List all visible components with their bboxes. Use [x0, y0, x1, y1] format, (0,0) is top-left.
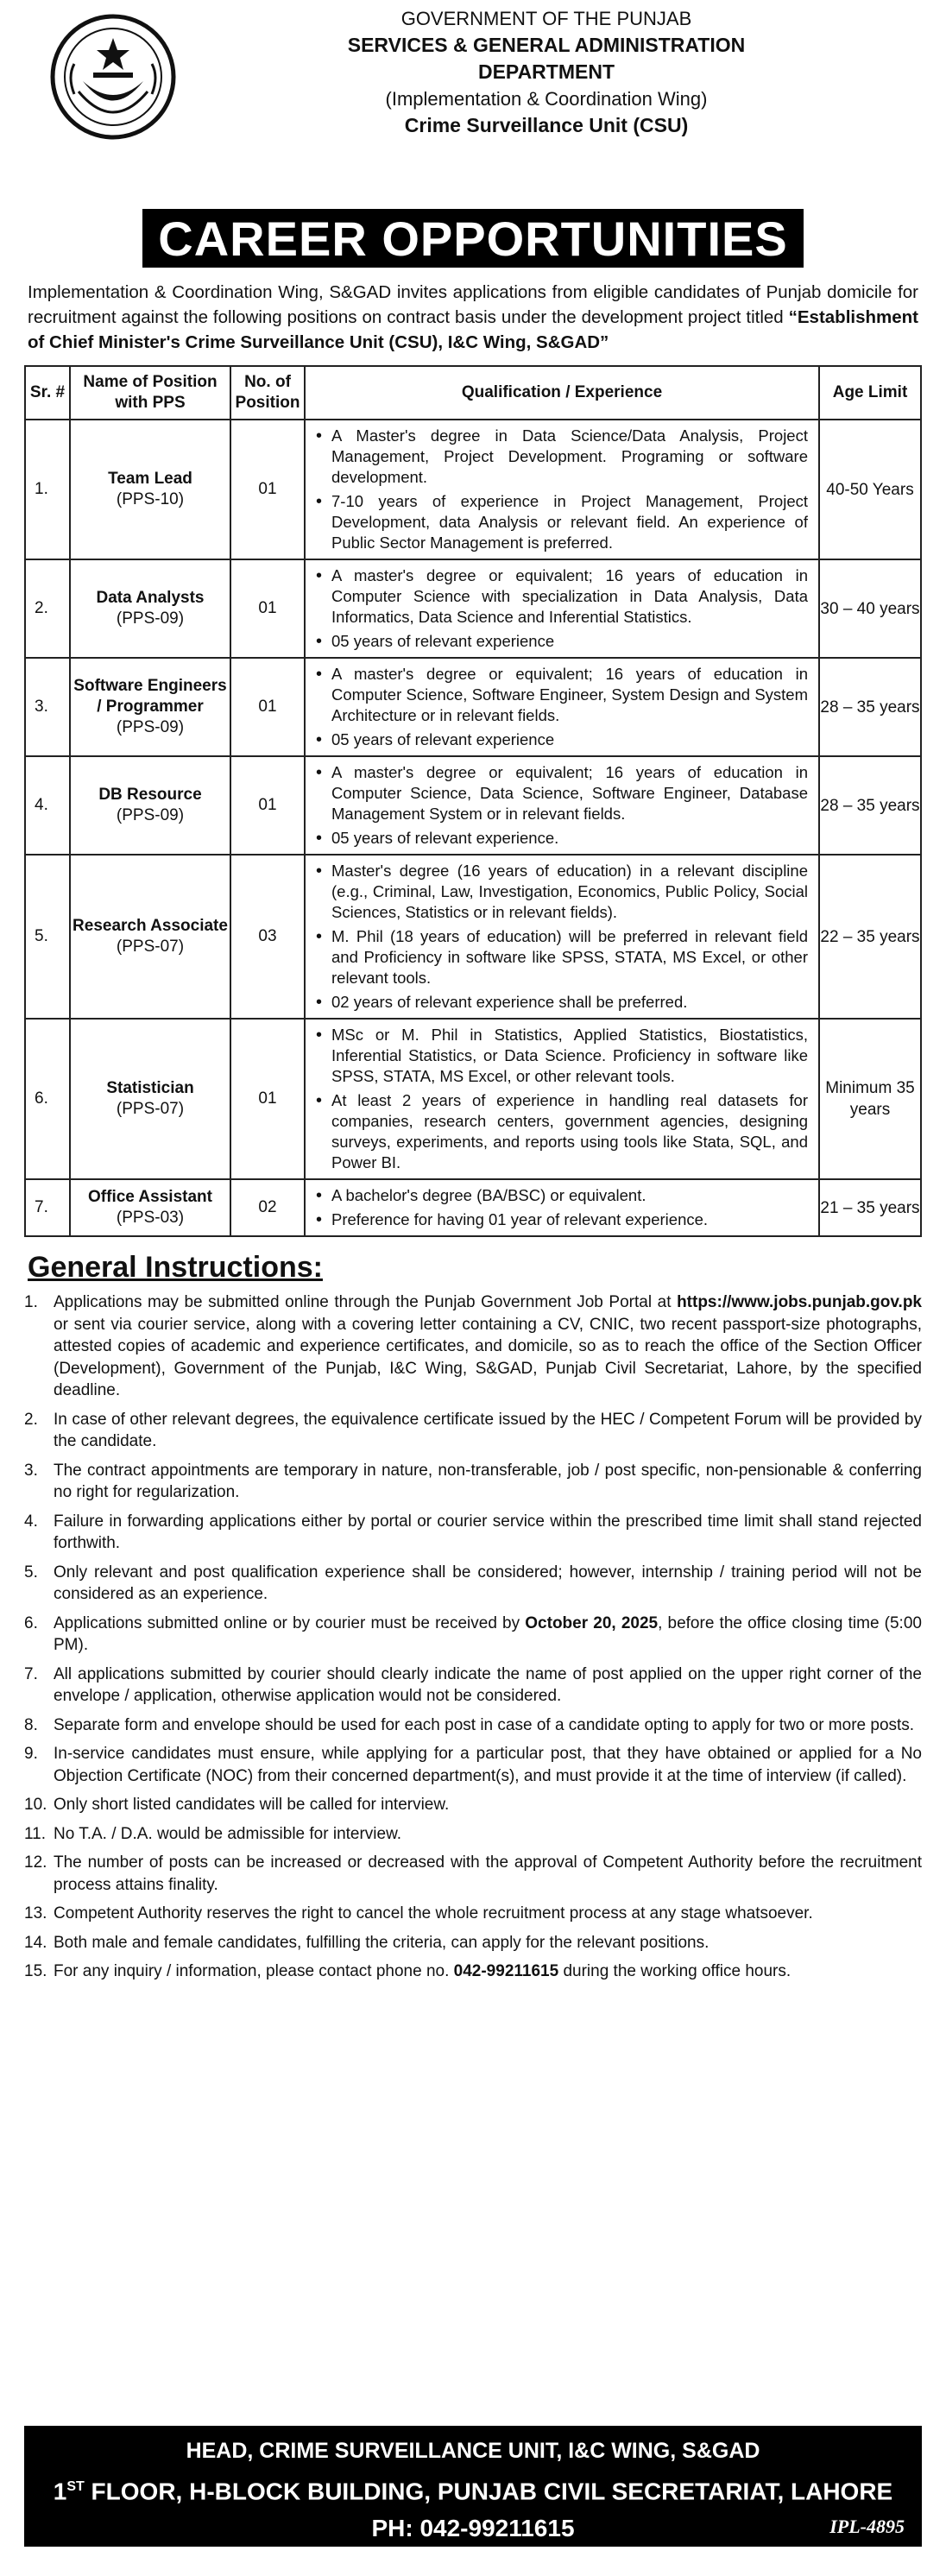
banner-wrap [24, 209, 922, 268]
qualification-item: • A Master's degree in Data Science/Data Analysis, Project Management, Project Development. Programing or software development. [314, 426, 808, 488]
table-body [25, 420, 921, 1236]
instruction-text: In case of other relevant degrees, the equivalence certificate issued by the HEC / Competent Forum will be provided by the candidate. [54, 1410, 922, 1450]
row-count: 02 [230, 1179, 305, 1236]
qualification-item: • A master's degree or equivalent; 16 years of education in Computer Science, Software Engineer, System Design and System Architecture or in relevant fields. [314, 664, 808, 726]
instruction-emphasis: 042-99211615 [453, 1962, 559, 1980]
row-sr: 6. [25, 1019, 70, 1179]
position-name: Team Lead [108, 470, 192, 488]
instruction-item [24, 1932, 922, 1954]
row-position [70, 420, 230, 559]
qualification-item: • At least 2 years of experience in handling real datasets for companies, research centers, government agencies, designing surveys, experiments, and reports using tools like Stata, SQL, and Power BI. [314, 1090, 808, 1173]
header-age: Age Limit [819, 366, 921, 420]
department-line-2: DEPARTMENT [477, 60, 615, 83]
instruction-text: Competent Authority reserves the right to cancel the whole recruitment process at any stage whatsoever. [54, 1904, 813, 1923]
positions-table [24, 365, 922, 1237]
row-age-limit: 28 – 35 years [819, 756, 921, 855]
header [24, 0, 922, 216]
instruction-number: 13. [24, 1904, 47, 1923]
instruction-item [24, 1460, 922, 1504]
instruction-text-after: or sent via courier service, along with a covering letter containing a CV, CNIC, two recent passport-size photographs, attested copies of academic and experience certificates, and domicile, so as to reach the office of the Section Officer (Development), Government of the Punjab, I&C Wing, S&GAD, Punjab Civil Secretariat, Lahore, by the specified deadline. [54, 1315, 922, 1399]
instruction-text: All applications submitted by courier should clearly indicate the name of post applied on the upper right corner of the envelope / application, otherwise application would not be considered. [54, 1664, 922, 1705]
instruction-text: The contract appointments are temporary in nature, non-transferable, job / post specific, non-pensionable & conferring no right for regularization. [54, 1461, 922, 1501]
position-pps: (PPS-09) [116, 609, 185, 628]
table-row [25, 420, 921, 559]
position-name: Statistician [106, 1079, 194, 1097]
instruction-text-after: , before the office closing time (5:00 PM). [54, 1613, 922, 1654]
project-title: “Establishment of Chief Minister's Crime Surveillance Unit (CSU), I&C Wing, S&GAD” [28, 307, 918, 352]
instruction-item [24, 1409, 922, 1453]
instruction-text: In-service candidates must ensure, while applying for a particular post, that they have obtained or applied for a No Objection Certificate (NOC) from their concerned department(s), and must provide it at the time of interview (if called). [54, 1745, 922, 1785]
instruction-text-after: during the working office hours. [558, 1962, 791, 1980]
instruction-item [24, 1511, 922, 1555]
qualification-item: • A bachelor's degree (BA/BSC) or equivalent. [314, 1185, 808, 1206]
row-count: 01 [230, 420, 305, 559]
row-age-limit: 28 – 35 years [819, 658, 921, 756]
row-count: 01 [230, 658, 305, 756]
instruction-number: 1. [24, 1293, 38, 1311]
position-name: DB Resource [98, 786, 202, 804]
row-position [70, 1179, 230, 1236]
table-row [25, 1019, 921, 1179]
qualification-list [314, 762, 808, 849]
table-header-row [25, 366, 921, 420]
ipl-code: IPL-4895 [829, 2516, 905, 2537]
table-row [25, 658, 921, 756]
row-sr: 3. [25, 658, 70, 756]
position-pps: (PPS-09) [116, 806, 185, 824]
government-line: GOVERNMENT OF THE PUNJAB [400, 8, 692, 29]
intro-text: Implementation & Coordination Wing, S&GAD invites applications from eligible candidates of Punjab domicile for recruitment against the following positions on contract basis under the development project titled [28, 282, 918, 327]
row-qualification [305, 559, 819, 658]
row-sr: 5. [25, 855, 70, 1019]
position-pps: (PPS-10) [116, 490, 185, 508]
instruction-text: Both male and female candidates, fulfilling the criteria, can apply for the relevant positions. [54, 1933, 710, 1952]
intro-paragraph [28, 280, 918, 355]
row-position [70, 658, 230, 756]
qualification-item: • Master's degree (16 years of education) in a relevant discipline (e.g., Criminal, Law, Investigation, Economics, Public Policy, Social Sciences, Statistics or in relevant fields). [314, 861, 808, 923]
footer-address [24, 2467, 922, 2511]
row-qualification [305, 420, 819, 559]
qualification-list [314, 664, 808, 750]
qualification-item: • 05 years of relevant experience [314, 729, 808, 750]
instruction-text: Applications may be submitted online through the Punjab Government Job Portal at [54, 1293, 678, 1311]
instruction-item [24, 1743, 922, 1787]
qualification-list [314, 426, 808, 553]
instruction-text: Separate form and envelope should be used for each post in case of a candidate opting to apply for two or more posts. [54, 1715, 915, 1734]
instruction-number: 7. [24, 1664, 38, 1683]
instruction-item [24, 1823, 922, 1846]
row-count: 01 [230, 756, 305, 855]
header-name: Name of Position with PPS [70, 366, 230, 420]
row-age-limit: 22 – 35 years [819, 855, 921, 1019]
table-row [25, 855, 921, 1019]
instruction-emphasis: October 20, 2025 [525, 1613, 659, 1632]
qualification-item: • 7-10 years of experience in Project Management, Project Development, data Analysis or relevant field. An experience of Public Sector Management is preferred. [314, 491, 808, 553]
row-age-limit: Minimum 35 years [819, 1019, 921, 1179]
instruction-item [24, 1714, 922, 1737]
instruction-number: 4. [24, 1512, 38, 1531]
table-row [25, 756, 921, 855]
instruction-number: 12. [24, 1853, 47, 1872]
instruction-text: The number of posts can be increased or decreased with the approval of Competent Authority before the recruitment process attains finality. [54, 1853, 922, 1894]
table-row [25, 559, 921, 658]
position-pps: (PPS-03) [116, 1209, 185, 1227]
header-qual: Qualification / Experience [305, 366, 819, 420]
instruction-item [24, 1613, 922, 1657]
instruction-number: 6. [24, 1613, 38, 1632]
header-sr: Sr. # [25, 366, 70, 420]
row-qualification [305, 658, 819, 756]
position-name: Software Engineers / Programmer [73, 677, 227, 716]
footer-phone: PH: 042-99211615 [371, 2515, 575, 2542]
qualification-item: • 05 years of relevant experience. [314, 828, 808, 849]
qualification-item: • A master's degree or equivalent; 16 years of education in Computer Science with specialization in Data Analysis, Data Informatics, Data Science and Inferential Statistics. [314, 565, 808, 628]
qualification-list [314, 1025, 808, 1173]
instruction-text: No T.A. / D.A. would be admissible for interview. [54, 1824, 402, 1843]
footer-office-name: HEAD, CRIME SURVEILLANCE UNIT, I&C WING, S&GAD [186, 2439, 760, 2463]
footer-floor-suffix: ST [66, 2479, 85, 2494]
instruction-number: 2. [24, 1410, 38, 1429]
instruction-text: Only relevant and post qualification experience shall be considered; however, internship / training period will not be considered as an experience. [54, 1563, 922, 1603]
row-sr: 7. [25, 1179, 70, 1236]
qualification-item: • A master's degree or equivalent; 16 years of education in Computer Science, Data Science, Software Engineer, Database Management System or in relevant fields. [314, 762, 808, 824]
instruction-number: 14. [24, 1933, 47, 1952]
instruction-item [24, 1852, 922, 1896]
qualification-item: • M. Phil (18 years of education) will be preferred in relevant field and Proficiency in software like SPSS, STATA, MS Excel, or other relevant tools. [314, 926, 808, 988]
qualification-item: • 05 years of relevant experience [314, 631, 808, 652]
instruction-number: 5. [24, 1563, 38, 1582]
general-instructions-list [24, 1291, 922, 1983]
instruction-emphasis: https://www.jobs.punjab.gov.pk [677, 1293, 922, 1311]
instruction-text: Only short listed candidates will be called for interview. [54, 1796, 450, 1814]
row-count: 01 [230, 1019, 305, 1179]
qualification-item: • Preference for having 01 year of relevant experience. [314, 1209, 808, 1230]
instruction-item [24, 1664, 922, 1708]
row-qualification [305, 855, 819, 1019]
position-name: Data Analysts [96, 589, 205, 607]
wing-line: (Implementation & Coordination Wing) [385, 88, 708, 110]
row-sr: 4. [25, 756, 70, 855]
instruction-text: For any inquiry / information, please contact phone no. [54, 1962, 454, 1980]
instruction-number: 3. [24, 1461, 38, 1480]
table-row [25, 1179, 921, 1236]
instruction-number: 8. [24, 1715, 38, 1734]
row-qualification [305, 1179, 819, 1236]
department-line: SERVICES & GENERAL ADMINISTRATION [347, 34, 746, 56]
row-age-limit: 21 – 35 years [819, 1179, 921, 1236]
row-position [70, 855, 230, 1019]
instruction-item [24, 1960, 922, 1983]
instruction-item [24, 1903, 922, 1925]
general-instructions-title: General Instructions: [28, 1251, 323, 1284]
instruction-item [24, 1291, 922, 1402]
position-pps: (PPS-07) [116, 938, 185, 956]
footer-contact-box [24, 2426, 922, 2547]
instruction-number: 9. [24, 1745, 38, 1763]
instruction-number: 10. [24, 1796, 47, 1814]
row-position [70, 559, 230, 658]
row-age-limit: 30 – 40 years [819, 559, 921, 658]
instruction-text: Failure in forwarding applications either by portal or courier service within the prescribed time limit shall stand rejected forthwith. [54, 1512, 922, 1552]
instruction-number: 15. [24, 1962, 47, 1980]
row-sr: 2. [25, 559, 70, 658]
row-position [70, 1019, 230, 1179]
instruction-number: 11. [24, 1824, 47, 1843]
footer-floor-number: 1 [53, 2478, 67, 2505]
footer-address-rest: FLOOR, H-BLOCK BUILDING, PUNJAB CIVIL SECRETARIAT, LAHORE [84, 2478, 893, 2505]
row-sr: 1. [25, 420, 70, 559]
career-opportunities-banner: CAREER OPPORTUNITIES [142, 209, 803, 268]
position-pps: (PPS-07) [116, 1100, 185, 1118]
row-qualification [305, 756, 819, 855]
position-name: Research Associate [73, 917, 228, 935]
instruction-item [24, 1562, 922, 1606]
instruction-text: Applications submitted online or by courier must be received by [54, 1613, 526, 1632]
qualification-list [314, 565, 808, 652]
header-no: No. of Position [230, 366, 305, 420]
position-name: Office Assistant [88, 1188, 212, 1206]
qualification-item: • 02 years of relevant experience shall be preferred. [314, 992, 808, 1013]
row-count: 01 [230, 559, 305, 658]
department-heading [24, 5, 922, 139]
row-qualification [305, 1019, 819, 1179]
row-count: 03 [230, 855, 305, 1019]
instruction-item [24, 1794, 922, 1816]
qualification-item: • MSc or M. Phil in Statistics, Applied Statistics, Biostatistics, Inferential Statistics, or Data Science. Proficiency in software like SPSS, STATA, MS Excel, or other relevant tools. [314, 1025, 808, 1087]
position-pps: (PPS-09) [116, 718, 185, 736]
qualification-list [314, 861, 808, 1013]
qualification-list [314, 1185, 808, 1230]
unit-line: Crime Surveillance Unit (CSU) [404, 114, 689, 136]
row-age-limit: 40-50 Years [819, 420, 921, 559]
row-position [70, 756, 230, 855]
